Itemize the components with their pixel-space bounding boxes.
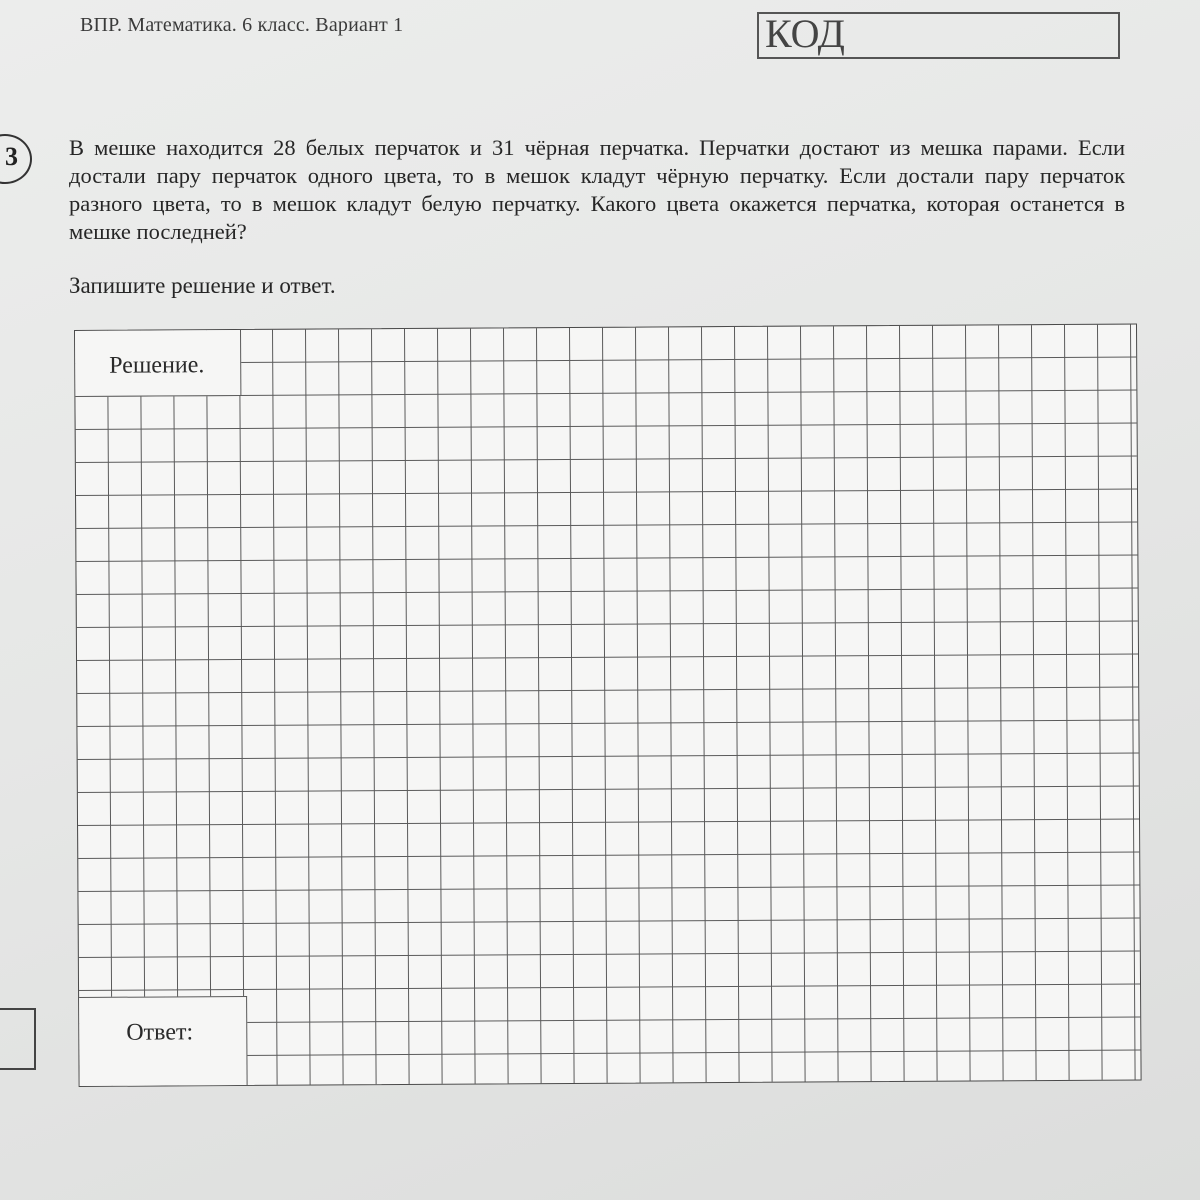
page-header-title: ВПР. Математика. 6 класс. Вариант 1 — [80, 14, 404, 36]
answer-label-cell — [79, 996, 248, 1086]
solution-label: Решение. — [109, 352, 205, 379]
solution-label-cell — [75, 330, 241, 397]
score-box — [0, 1008, 36, 1070]
solution-grid[interactable] — [74, 324, 1142, 1087]
code-field[interactable] — [757, 12, 1120, 59]
task-number-badge — [0, 134, 32, 184]
task-statement: В мешке находится 28 белых перчаток и 31 чёрная перчатка. Перчатки достают из мешка парами. Если достали пару перчаток одного цвета, то в мешок кладут чёрную перчатку. Если достали пару перчаток разного цвета, то в мешок кладут белую перчатку. Какого цвета окажется перчатка, которая останется в мешке последней? — [69, 135, 1125, 244]
answer-form — [74, 324, 1142, 1087]
answer-label: Ответ: — [126, 1019, 194, 1046]
code-label: КОД — [765, 11, 845, 56]
task-instruction: Запишите решение и ответ. — [69, 273, 336, 298]
task-number: 3 — [5, 142, 18, 171]
